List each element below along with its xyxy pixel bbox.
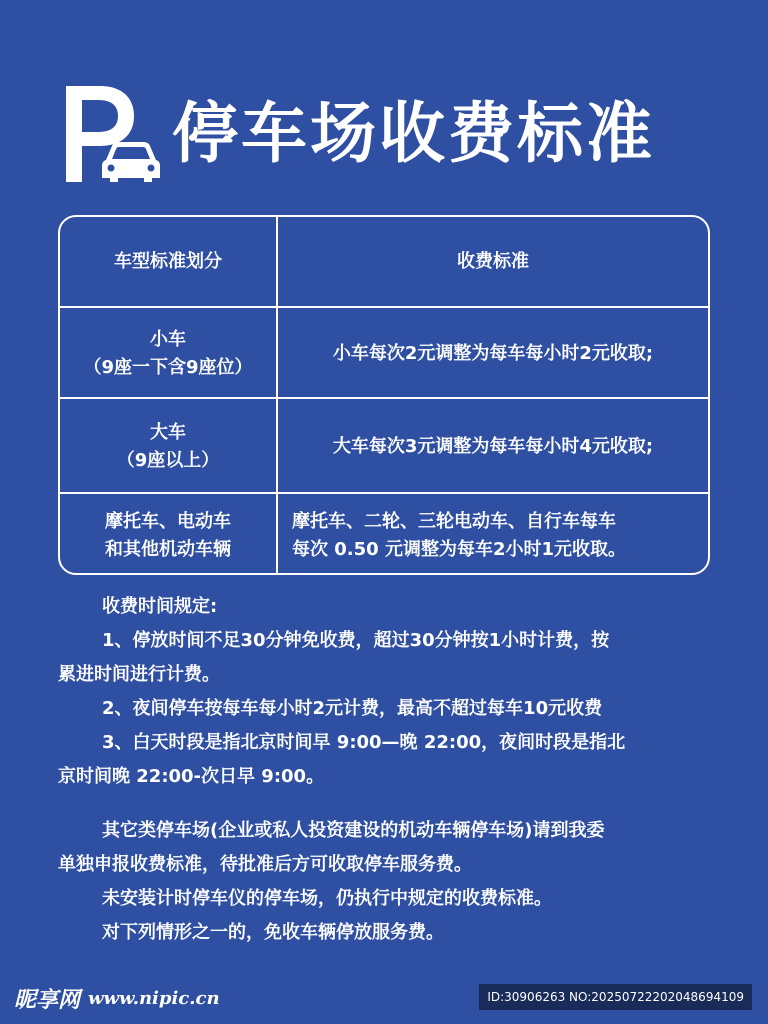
vehicle-type-line: 和其他机动车辆 xyxy=(105,538,231,560)
header-vehicle-type: 车型标准划分 xyxy=(60,217,278,306)
fee-line: 小车每次2元调整为每车每小时2元收取; xyxy=(332,342,654,364)
page-title: 停车场收费标准 xyxy=(172,95,655,172)
rule-text: 1、停放时间不足30分钟免收费，超过30分钟按1小时计费，按 xyxy=(102,630,610,651)
image-id-label: ID:30906263 NO:20250722202048694109 xyxy=(479,984,752,1010)
note-text: 其它类停车场(企业或私人投资建设的机动车辆停车场)请到我委 xyxy=(102,820,605,841)
fee-rules xyxy=(58,590,718,950)
parking-logo xyxy=(60,84,164,184)
note-text: 未安装计时停车仪的停车场，仍执行中规定的收费标准。 xyxy=(102,888,552,909)
rule-text: 2、夜间停车按每车每小时2元计费，最高不超过每车10元收费 xyxy=(102,698,603,719)
header xyxy=(60,84,720,184)
fee-line: 每次 0.50 元调整为每车2小时1元收取。 xyxy=(292,538,626,560)
header-fee-standard: 收费标准 xyxy=(457,250,529,272)
watermark-url: www.nipic.cn xyxy=(88,987,220,1009)
watermark-logo xyxy=(14,982,220,1014)
fee-line: 摩托车、二轮、三轮电动车、自行车每车 xyxy=(292,510,616,532)
fee-line: 大车每次3元调整为每车每小时4元收取; xyxy=(332,435,654,457)
rule-text: 累进时间进行计费。 xyxy=(58,664,220,685)
rules-heading: 收费时间规定: xyxy=(102,596,218,617)
rule-text: 京时间晚 22:00-次日早 9:00。 xyxy=(58,766,325,787)
table-row xyxy=(60,492,708,575)
car-icon xyxy=(102,142,160,182)
vehicle-type-line: 小车 xyxy=(150,328,186,350)
table-header-row xyxy=(60,217,708,306)
note-text: 单独申报收费标准，待批准后方可收取停车服务费。 xyxy=(58,854,472,875)
watermark-brand: 昵享网 xyxy=(14,986,81,1013)
vehicle-type-line: （9座以上） xyxy=(116,449,220,471)
fee-table xyxy=(58,215,710,575)
vehicle-type-line: （9座一下含9座位） xyxy=(83,356,253,378)
note-text: 对下列情形之一的，免收车辆停放服务费。 xyxy=(102,922,444,943)
table-row xyxy=(60,397,708,494)
rule-text: 3、白天时段是指北京时间早 9:00—晚 22:00，夜间时段是指北 xyxy=(102,732,626,753)
vehicle-type-line: 大车 xyxy=(150,421,186,443)
vehicle-type-line: 摩托车、电动车 xyxy=(105,510,231,532)
table-row xyxy=(60,306,708,399)
